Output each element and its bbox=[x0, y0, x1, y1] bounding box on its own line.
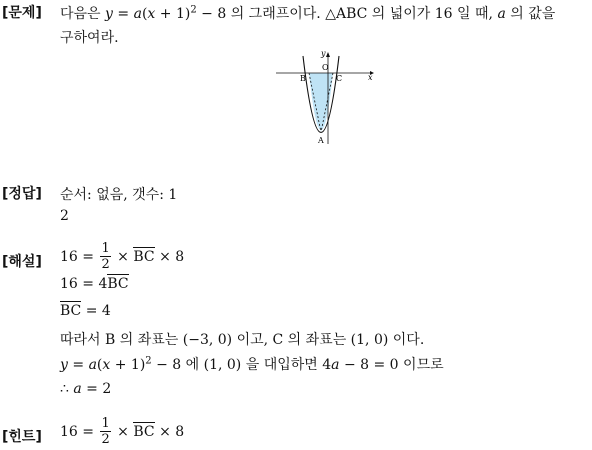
fraction-one-half: $\frac{1}{2}$ bbox=[101, 241, 110, 272]
solution-line-5: $y = a(x + 1)^2 - 8$ 에 (1, 0) 을 대입하면 4a − 8 = 0 이므로 bbox=[60, 355, 444, 373]
problem-line-2: 구하여라. bbox=[60, 30, 119, 46]
origin-label: O bbox=[322, 63, 329, 72]
solution-line-1: 16 = $\frac{1}{2}$ × BC × 8 bbox=[60, 241, 185, 272]
solution-line-2: 16 = 4BC bbox=[60, 276, 129, 292]
solution-tag: [해설] bbox=[2, 254, 42, 270]
parabola-graph bbox=[270, 44, 380, 148]
problem-tag: [문제] bbox=[2, 5, 42, 21]
point-a-label: A bbox=[318, 136, 324, 145]
y-axis-label: y bbox=[321, 49, 326, 58]
solution-line-6: ∴ a = 2 bbox=[60, 381, 112, 397]
solution-line-4: 따라서 B 의 좌표는 (−3, 0) 이고, C 의 좌표는 (1, 0) 이다. bbox=[60, 332, 425, 348]
answer-line-1: 순서: 없음, 갯수: 1 bbox=[60, 187, 178, 203]
answer-tag: [정답] bbox=[2, 186, 42, 202]
hint-tag: [힌트] bbox=[2, 429, 42, 445]
y-axis-arrow bbox=[326, 52, 330, 57]
point-c-label: C bbox=[336, 74, 343, 83]
solution-line-3: BC = 4 bbox=[60, 303, 111, 319]
x-axis-label: x bbox=[368, 73, 373, 82]
fraction-one-half: $\frac{1}{2}$ bbox=[101, 416, 110, 447]
point-b-label: B bbox=[300, 74, 306, 83]
parabola-shade bbox=[309, 73, 333, 130]
problem-line-1: 다음은 $y = a(x + 1)^2 - 8$ 의 그래프이다. △ABC 의 넓이가 16 일 때, a 의 값을 bbox=[60, 4, 556, 22]
answer-line-2: 2 bbox=[60, 208, 69, 224]
hint-line: 16 = $\frac{1}{2}$ × BC × 8 bbox=[60, 416, 185, 447]
